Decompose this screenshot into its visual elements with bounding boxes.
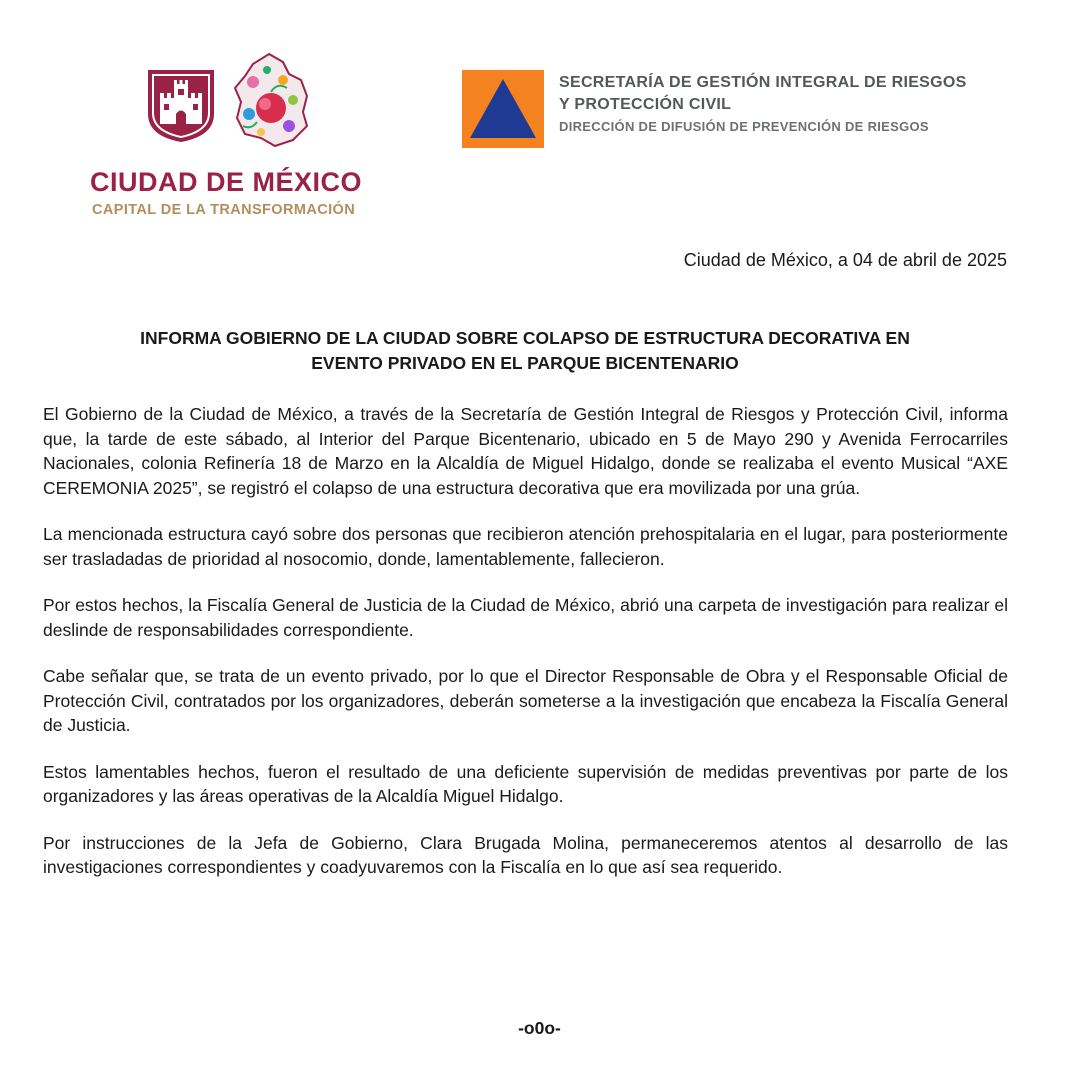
direccion-name: DIRECCIÓN DE DIFUSIÓN DE PREVENCIÓN DE RIESGOS <box>559 119 929 134</box>
closing-mark: -o0o- <box>518 1018 561 1038</box>
cdmx-logo-subtitle: CAPITAL DE LA TRANSFORMACIÓN <box>92 202 356 218</box>
cdmx-logo <box>88 50 373 225</box>
press-release-headline <box>60 326 990 376</box>
body-paragraph: Por estos hechos, la Fiscalía General de Justicia de la Ciudad de México, abrió una carpeta de investigación para realizar el deslinde de responsabilidades correspondiente. <box>43 595 1008 640</box>
body-paragraph: Por instrucciones de la Jefa de Gobierno, Clara Brugada Molina, permaneceremos atentos al desarrollo de las investigaciones correspondientes y coadyuvaremos con la Fiscalía en lo que así sea requerido. <box>43 832 1008 877</box>
body-paragraph: La mencionada estructura cayó sobre dos personas que recibieron atención prehospitalaria en el lugar, para posteriormente ser trasladadas de prioridad al nosocomio, donde, lamentablemente, fallecieron. <box>43 524 1008 569</box>
document-date: Ciudad de México, a 04 de abril de 2025 <box>683 250 1007 270</box>
body-paragraph: Estos lamentables hechos, fueron el resultado de una deficiente supervisión de medidas preventivas por parte de los organizadores y las áreas operativas de la Alcaldía Miguel Hidalgo. <box>43 761 1008 806</box>
civil-protection-triangle-icon <box>462 70 544 148</box>
cdmx-map-flower-icon <box>231 52 311 148</box>
castle-shield-icon <box>146 68 216 144</box>
cdmx-logo-title: CIUDAD DE MÉXICO <box>90 167 363 197</box>
secretaria-name-line1: SECRETARÍA DE GESTIÓN INTEGRAL DE RIESGOS <box>559 74 967 91</box>
body-paragraph: El Gobierno de la Ciudad de México, a través de la Secretaría de Gestión Integral de Riesgos y Protección Civil, informa que, la tarde de este sábado, al Interior del Parque Bicentenario, ubicado en 5 de Mayo 290 y Avenida Ferrocarriles Nacionales, colonia Refinería 18 de Marzo en la Alcaldía de Miguel Hidalgo, donde se realizaba el evento Musical “AXE CEREMONIA 2025”, se registró el colapso de una estructura decorativa que era movilizada por una grúa. <box>43 404 1008 498</box>
body-paragraph: Cabe señalar que, se trata de un evento privado, por lo que el Director Responsable de Obra y el Responsable Oficial de Protección Civil, contratados por los organizadores, deberán someterse a la investigación que encabeza la Fiscalía General de Justicia. <box>43 666 1008 735</box>
press-release-body <box>43 402 1008 902</box>
secretaria-name-line2: Y PROTECCIÓN CIVIL <box>559 96 732 113</box>
headline-line1: INFORMA GOBIERNO DE LA CIUDAD SOBRE COLAPSO DE ESTRUCTURA DECORATIVA EN <box>140 328 910 348</box>
secretaria-header <box>559 72 967 137</box>
headline-line2: EVENTO PRIVADO EN EL PARQUE BICENTENARIO <box>311 353 739 373</box>
